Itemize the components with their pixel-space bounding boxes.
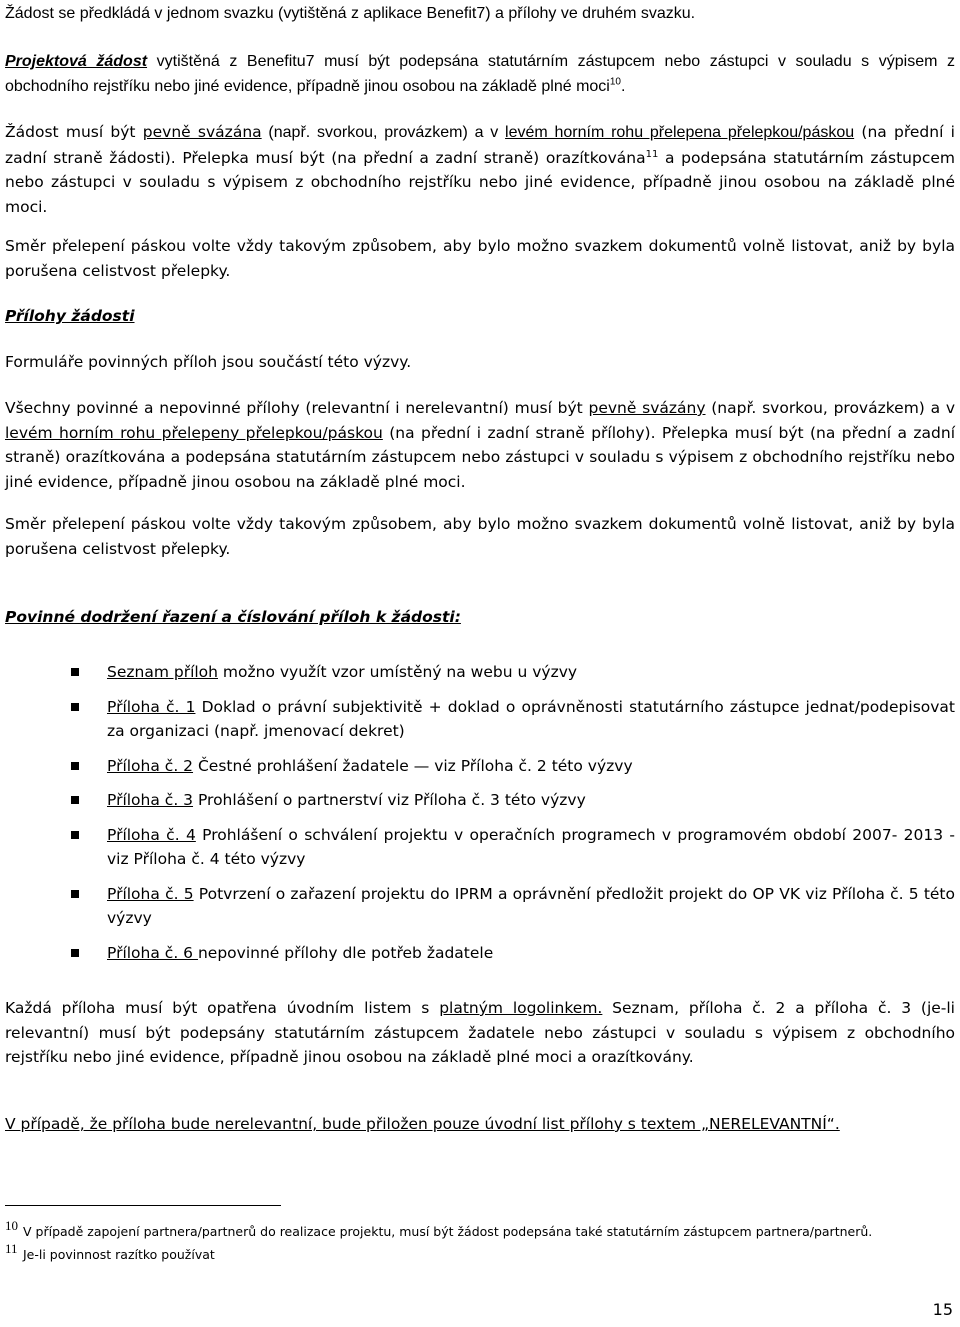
direction-paragraph-1: Směr přelepení páskou volte vždy takovým způsobem, aby bylo možno svazkem dokumentů volně listovat, aniž by byla porušena celistvost přelepky.: [5, 237, 955, 280]
bullet-square-icon: [71, 703, 79, 711]
footnote-ref-11: 11: [645, 148, 659, 160]
period: .: [620, 77, 626, 95]
footnote-divider: [5, 1205, 281, 1206]
intro-paragraph: Žádost se předkládá v jednom svazku (vytištěná z aplikace Benefit7) a přílohy ve druhém svazku.: [5, 5, 696, 22]
bullet-square-icon: [71, 949, 79, 957]
attachments-binding-paragraph: [5, 396, 955, 494]
cover-sheet-paragraph: [5, 996, 955, 1070]
list-item: [5, 754, 955, 779]
cover-text-b: Seznam, příloha č. 2 a příloha č. 3 (je-li relevantní) musí být podepsány statutárním zástupcem žadatele nebo zástupci v souladu s výpisem z obchodního rejstříku nebo jiné evidence, případně jinou osobou na základě plné moci a orazítkovány.: [5, 999, 955, 1066]
bullet-square-icon: [71, 831, 79, 839]
direction-paragraph-2: Směr přelepení páskou volte vždy takovým způsobem, aby bylo možno svazkem dokumentů volně listovat, aniž by byla porušena celistvost přelepky.: [5, 515, 955, 558]
bullet-square-icon: [71, 668, 79, 676]
list-item-link: Příloha č. 4: [107, 825, 196, 844]
list-item: [5, 882, 955, 931]
list-item-link: Příloha č. 5: [107, 884, 194, 903]
logolink-text: platným logolinkem.: [439, 999, 603, 1017]
list-item: [5, 788, 955, 813]
page-number: 15: [932, 1300, 953, 1319]
footnotes: [5, 1205, 955, 1266]
footnote-ref-10: 10: [609, 76, 621, 88]
list-item-link: Příloha č. 6: [107, 943, 198, 962]
cover-text-a: Každá příloha musí být opatřena úvodním listem s: [5, 999, 440, 1017]
binding-text-a: Žádost musí být: [5, 123, 143, 141]
binding-paragraph: [5, 120, 955, 219]
list-item-text: Potvrzení o zařazení projektu do IPRM a oprávnění předložit projekt do OP VK viz Příloha č. 5 této výzvy: [107, 884, 955, 927]
binding-text-d: a podepsána statutárním zástupcem nebo zástupci v souladu s výpisem z obchodního rejstříku nebo jiné evidence, případně jinou osobou na základě plné moci.: [5, 148, 955, 216]
footnote-number: 10: [5, 1218, 18, 1233]
att-text-a: Všechny povinné a nepovinné přílohy (relevantní i nerelevantní) musí být: [5, 399, 589, 417]
list-item-text: možno využít vzor umístěný na webu u výzvy: [218, 663, 578, 681]
binding-underline-2: levém horním rohu přelepena přelepkou/páskou: [505, 124, 855, 141]
list-item-text: Prohlášení o partnerství viz Příloha č. 3 této výzvy: [193, 791, 586, 809]
irrelevant-paragraph: V případě, že příloha bude nerelevantní, bude přiložen pouze úvodní list přílohy s textem „NERELEVANTNÍ“.: [5, 1115, 840, 1133]
att-underline-1: pevně svázány: [588, 399, 706, 417]
footnote-number: 11: [5, 1241, 18, 1256]
list-item-text: Prohlášení o schválení projektu v operačních programech v programovém období 2007- 2013 - viz Příloha č. 4 této výzvy: [107, 825, 956, 868]
forms-paragraph: Formuláře povinných příloh jsou součástí této výzvy.: [5, 353, 412, 371]
list-item-link: Seznam příloh: [107, 663, 218, 681]
footnote-text: Je-li povinnost razítko používat: [23, 1247, 215, 1262]
list-item: [5, 941, 955, 966]
project-application-text: vytištěná z Benefitu7 musí být podepsána statutárním zástupcem nebo zástupci v souladu s výpisem z obchodního rejstříku nebo jiné evidence, případně jinou osobou na základě plné moci: [5, 53, 955, 95]
attachments-list: [5, 660, 955, 965]
bullet-square-icon: [71, 796, 79, 804]
list-item-link: Příloha č. 2: [107, 756, 194, 775]
footnote-11: [5, 1243, 955, 1266]
list-item-link: Příloha č. 3: [107, 791, 194, 809]
attachments-heading: Přílohy žádosti: [5, 307, 135, 325]
list-item: [5, 695, 955, 744]
att-text-c: (na přední i zadní straně přílohy). Přelepka musí být (na přední a zadní straně) orazítkována a podepsána statutárním zástupcem nebo zástupci v souladu s výpisem z obchodního rejstříku nebo jiné evidence, případně jinou osobou na základě plné moci.: [5, 423, 955, 491]
list-item-text: Doklad o právní subjektivitě + doklad o oprávněnosti statutárního zástupce jednat/podepisovat za organizaci (např. jmenovací dekret): [107, 697, 956, 740]
bullet-square-icon: [71, 762, 79, 770]
att-underline-2: levém horním rohu přelepeny přelepkou/páskou: [5, 423, 383, 442]
list-item-text: Čestné prohlášení žadatele — viz Příloha č. 2 této výzvy: [193, 756, 633, 775]
list-item: [5, 660, 955, 685]
list-item-text: nepovinné přílohy dle potřeb žadatele: [197, 943, 494, 962]
project-application-label: Projektová žádost: [5, 53, 148, 70]
order-heading: Povinné dodržení řazení a číslování příloh k žádosti:: [5, 608, 461, 626]
footnote-10: [5, 1220, 955, 1243]
project-application-paragraph: [5, 50, 955, 99]
binding-underline-1: pevně svázána: [142, 123, 262, 141]
list-item: [5, 823, 955, 872]
list-item-link: Příloha č. 1: [107, 697, 196, 716]
binding-text-b: (např. svorkou, provázkem) a v: [261, 124, 506, 141]
footnote-text: V případě zapojení partnera/partnerů do realizace projektu, musí být žádost podepsána také statutárním zástupcem partnera/partnerů.: [23, 1224, 873, 1239]
binding-text-c: (na přední i zadní straně žádosti). Přelepka musí být (na přední a zadní straně) orazítkována: [5, 123, 955, 167]
bullet-square-icon: [71, 890, 79, 898]
att-text-b: (např. svorkou, provázkem) a v: [705, 399, 956, 417]
